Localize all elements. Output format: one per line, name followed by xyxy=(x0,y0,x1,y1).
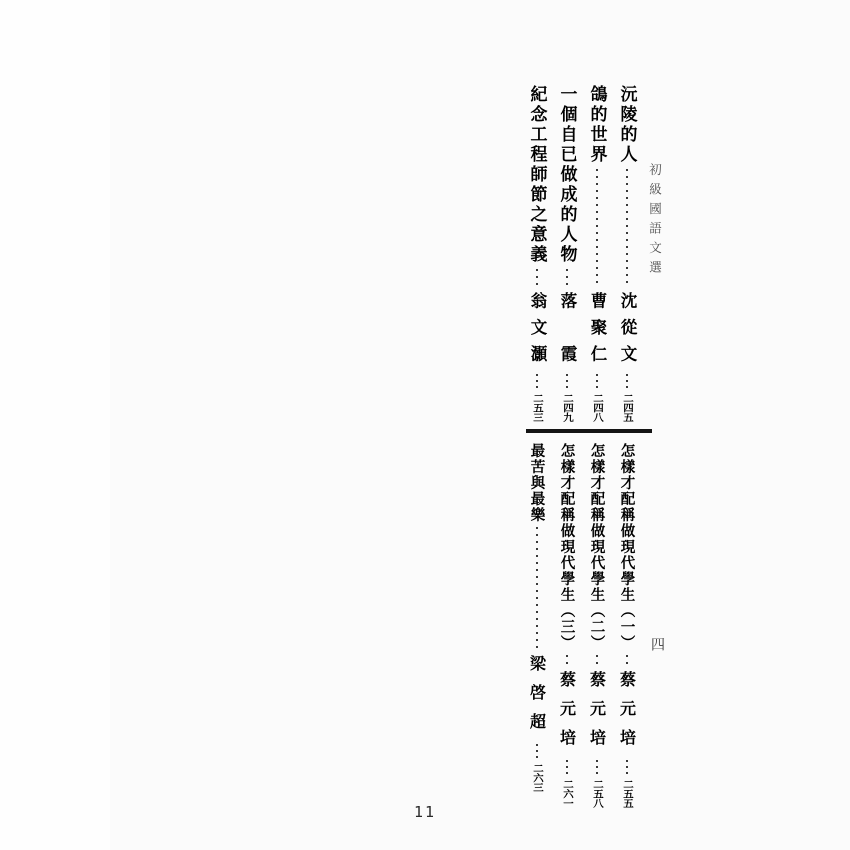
entry-author: 蔡元培 xyxy=(557,671,577,758)
dotted-leader-short xyxy=(536,744,538,759)
toc-entry xyxy=(612,85,642,423)
entry-author: 曹聚仁 xyxy=(588,292,607,372)
dotted-leader xyxy=(566,655,568,667)
entry-title: 沅陵的人 xyxy=(616,85,637,165)
entry-page-number: 二六一 xyxy=(561,779,574,809)
entry-page-number: 二六三 xyxy=(531,762,544,792)
dotted-leader xyxy=(626,169,628,288)
entry-author: 蔡元培 xyxy=(587,671,607,758)
entry-title: 最苦與最樂 xyxy=(528,443,546,523)
dotted-leader xyxy=(596,169,598,288)
dotted-leader-short xyxy=(626,760,628,775)
toc-entry xyxy=(552,443,582,809)
toc-entry xyxy=(612,443,642,809)
dotted-leader xyxy=(596,655,598,667)
dotted-leader xyxy=(626,655,628,667)
dotted-leader-short xyxy=(566,760,568,775)
toc-register-top xyxy=(518,85,642,423)
page-scan-shade xyxy=(110,0,850,850)
entry-page-number: 二四八 xyxy=(591,392,604,422)
entry-title: 怎樣才配稱做現代學生（二） xyxy=(588,443,606,651)
toc-entry xyxy=(522,443,552,793)
toc-register-bottom xyxy=(518,443,642,809)
dotted-leader-short xyxy=(566,374,568,389)
entry-page-number: 二五八 xyxy=(591,779,604,809)
entry-title: 怎樣才配稱做現代學生（三） xyxy=(558,443,576,651)
entry-author: 沈從文 xyxy=(618,292,637,372)
dotted-leader-short xyxy=(626,374,628,389)
running-header: 初級國語文選 xyxy=(647,163,663,280)
entry-author: 梁啓超 xyxy=(527,654,547,742)
toc-entry xyxy=(582,443,612,809)
entry-page-number: 二四九 xyxy=(561,392,574,422)
toc-entry xyxy=(582,85,612,423)
entry-page-number: 二四五 xyxy=(621,392,634,422)
dotted-leader xyxy=(566,269,568,288)
dotted-leader-short xyxy=(596,374,598,389)
entry-title: 鴿的世界 xyxy=(586,85,607,165)
scan-page-number: 11 xyxy=(413,803,437,821)
register-divider-rule xyxy=(526,429,652,433)
dotted-leader xyxy=(536,527,538,651)
toc-entry xyxy=(552,85,582,423)
toc-entry xyxy=(522,85,552,423)
entry-page-number: 二五三 xyxy=(531,392,544,422)
folio-number: 四 xyxy=(649,637,665,651)
entry-author: 蔡元培 xyxy=(617,671,637,758)
entry-author: 翁文灝 xyxy=(528,292,547,372)
dotted-leader-short xyxy=(596,760,598,775)
entry-title: 怎樣才配稱做現代學生（一） xyxy=(618,443,636,651)
dotted-leader-short xyxy=(536,374,538,389)
entry-author: 落 霞 xyxy=(558,292,577,372)
entry-title: 紀念工程師節之意義 xyxy=(526,85,547,265)
entry-page-number: 二五五 xyxy=(621,779,634,809)
entry-title: 一個自已做成的人物 xyxy=(556,85,577,265)
dotted-leader xyxy=(536,269,538,288)
